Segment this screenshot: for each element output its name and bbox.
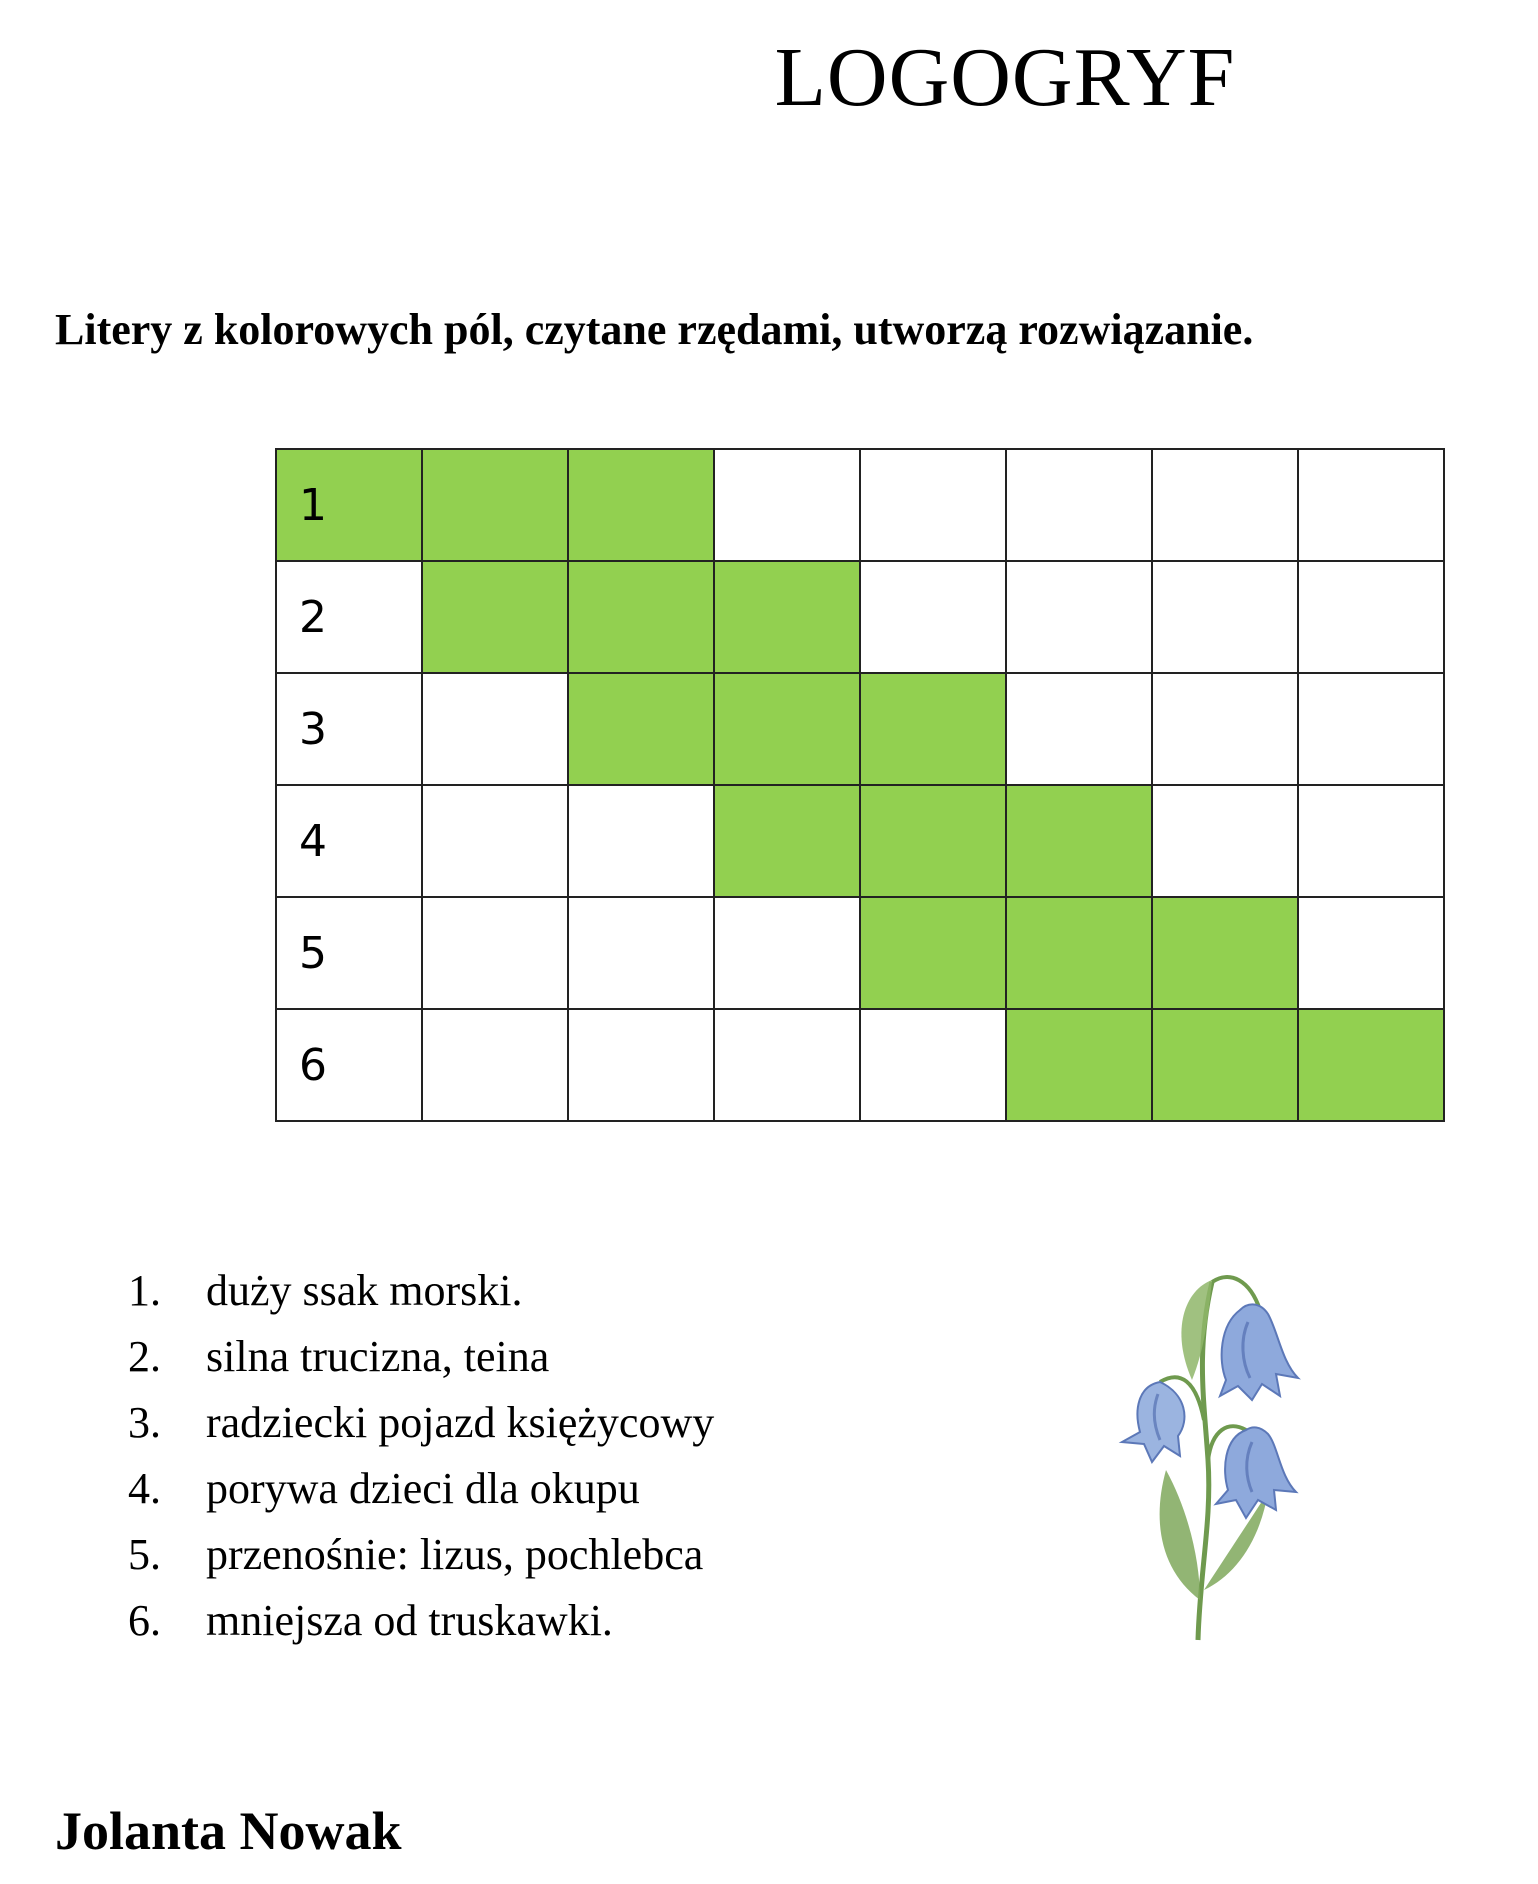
author-name: Jolanta Nowak — [55, 1801, 402, 1861]
row-number: 5 — [299, 927, 327, 979]
grid-cell — [276, 449, 422, 561]
instruction-text: Litery z kolorowych pól, czytane rzędami, utworzą rozwiązanie. — [55, 305, 1254, 354]
clue-number: 2. — [128, 1332, 161, 1381]
grid-row — [276, 561, 1444, 673]
grid-cell — [276, 673, 422, 785]
row-number: 1 — [299, 479, 327, 531]
clue-number: 3. — [128, 1398, 161, 1447]
grid-cell — [1152, 1009, 1298, 1121]
grid-cell — [1298, 897, 1444, 1009]
grid-cell — [276, 897, 422, 1009]
grid-cell — [1152, 561, 1298, 673]
grid-cell — [422, 785, 568, 897]
grid-cell — [1152, 785, 1298, 897]
row-number: 6 — [299, 1039, 327, 1091]
grid-cell — [714, 673, 860, 785]
grid-cell — [1006, 785, 1152, 897]
grid-cell — [714, 785, 860, 897]
clue-text: przenośnie: lizus, pochlebca — [206, 1530, 704, 1579]
grid-cell — [1006, 673, 1152, 785]
page-title: LOGOGRYF — [774, 31, 1236, 124]
grid-cell — [422, 561, 568, 673]
grid-cell — [860, 561, 1006, 673]
clue-item — [128, 1522, 714, 1588]
clue-text: silna trucizna, teina — [206, 1332, 550, 1381]
grid-cell — [422, 673, 568, 785]
grid-cell — [422, 1009, 568, 1121]
grid-row — [276, 785, 1444, 897]
grid-cell — [860, 897, 1006, 1009]
grid-cell — [1298, 561, 1444, 673]
grid-cell — [568, 785, 714, 897]
grid-cell — [422, 449, 568, 561]
grid-cell — [1298, 673, 1444, 785]
grid-cell — [1298, 449, 1444, 561]
grid-cell — [1152, 897, 1298, 1009]
grid-row — [276, 673, 1444, 785]
grid-cell — [1006, 1009, 1152, 1121]
row-number: 2 — [299, 591, 327, 643]
row-number: 3 — [299, 703, 327, 755]
grid-row — [276, 897, 1444, 1009]
clue-number: 5. — [128, 1530, 161, 1579]
clue-text: radziecki pojazd księżycowy — [206, 1398, 715, 1447]
grid-cell — [714, 1009, 860, 1121]
clue-number: 4. — [128, 1464, 161, 1513]
grid-cell — [568, 561, 714, 673]
clue-item — [128, 1588, 714, 1654]
grid-cell — [568, 1009, 714, 1121]
grid-cell — [568, 897, 714, 1009]
grid-cell — [276, 1009, 422, 1121]
grid-cell — [1006, 561, 1152, 673]
clue-item — [128, 1324, 714, 1390]
clue-item — [128, 1390, 714, 1456]
grid-cell — [860, 449, 1006, 561]
grid-cell — [714, 561, 860, 673]
grid-cell — [860, 673, 1006, 785]
clue-item — [128, 1456, 714, 1522]
clue-text: duży ssak morski. — [206, 1266, 523, 1315]
grid-cell — [714, 449, 860, 561]
grid-cell — [568, 449, 714, 561]
grid-cell — [1298, 785, 1444, 897]
grid-cell — [1006, 449, 1152, 561]
row-number: 4 — [299, 815, 327, 867]
grid-row — [276, 1009, 1444, 1121]
grid-cell — [276, 785, 422, 897]
grid-cell — [1006, 897, 1152, 1009]
grid-cell — [276, 561, 422, 673]
clue-text: mniejsza od truskawki. — [206, 1596, 613, 1645]
clue-number: 6. — [128, 1596, 161, 1645]
grid-row — [276, 449, 1444, 561]
grid-cell — [714, 897, 860, 1009]
grid-cell — [568, 673, 714, 785]
clue-list — [128, 1258, 714, 1654]
bluebell-flower-icon — [1100, 1270, 1340, 1650]
clue-text: porywa dzieci dla okupu — [206, 1464, 640, 1513]
grid-cell — [1298, 1009, 1444, 1121]
clue-item — [128, 1258, 714, 1324]
clue-number: 1. — [128, 1266, 161, 1315]
grid-cell — [860, 785, 1006, 897]
puzzle-grid — [275, 448, 1445, 1122]
grid-cell — [1152, 449, 1298, 561]
grid-cell — [422, 897, 568, 1009]
grid-cell — [860, 1009, 1006, 1121]
grid-cell — [1152, 673, 1298, 785]
